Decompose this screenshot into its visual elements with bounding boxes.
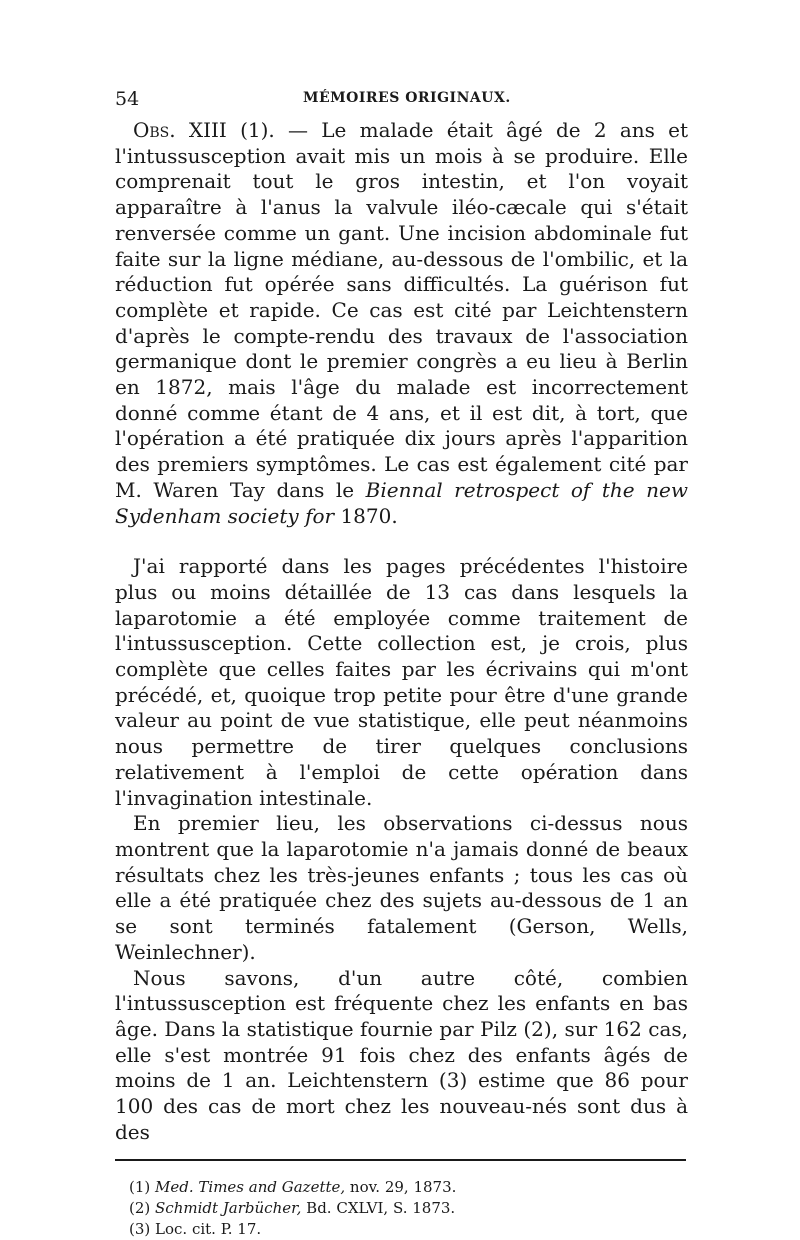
paragraph: J'ai rapporté dans les pages précédentes l'histoire plus ou moins détaillée de 13 cas dans lesquels la laparotomie a été employée comme traitement de l'intussusception. Cette collection est, je crois, plus complète que celles faites par les écrivains qui m'ont précédé, et, quoique trop petite pour être d'une grande valeur au point de vue statistique, elle peut néanmoins nous permettre de tirer quelques conclusions relativement à l'emploi de cette opération dans l'invagination intestinale.: [115, 554, 688, 810]
footnote-detail: nov. 29, 1873.: [345, 1178, 457, 1197]
paragraph: En premier lieu, les observations ci-dessus nous montrent que la laparotomie n'a jamais donné de beaux résultats chez les très-jeunes enfants ; tous les cas où elle a été pratiquée chez des sujets au-dessous de 1 an se sont terminés fatalement (Gerson, Wells, Weinlechner).: [115, 811, 688, 964]
footnote-source-title: Med. Times and Gazette,: [155, 1178, 346, 1197]
observation-paragraph: [115, 118, 688, 529]
observation-label: Obs. XIII: [133, 118, 227, 142]
footnote: [129, 1198, 688, 1219]
running-header: [115, 88, 688, 118]
paragraph-gap: [115, 529, 688, 554]
page-number: 54: [115, 88, 140, 110]
body-text: [115, 118, 688, 1145]
observation-text-end: 1870.: [334, 503, 398, 528]
paragraph: Nous savons, d'un autre côté, combien l'intussusception est fréquente chez les enfants en bas âge. Dans la statistique fournie par Pilz (2), sur 162 cas, elle s'est montrée 91 fois chez des enfants âgés de moins de 1 an. Leichtenstern (3) estime que 86 pour 100 des cas de mort chez les nouveau-nés sont dus à des: [115, 965, 688, 1144]
footnote-source-title: Schmidt Jarbücher,: [155, 1199, 302, 1218]
observation-text: — Le malade était âgé de 2 ans et l'intussusception avait mis un mois à se produire. Elle comprenait tout le gros intestin, et l'on voyait apparaître à l'anus la valvule iléo-cæcale qui s'était renversée comme un gant. Une incision abdominale fut faite sur la ligne médiane, au-dessous de l'ombilic, et la réduction fut opérée sans difficultés. La guérison fut complète et rapide. Ce cas est cité par Leichtenstern d'après le compte-rendu des travaux de l'association germanique dont le premier congrès a eu lieu à Berlin en 1872, mais l'âge du malade est incorrectement donné comme étant de 4 ans, et il est dit, à tort, que l'opération a été pratiquée dix jours après l'apparition des premiers symptômes. Le cas est également cité par M. Waren Tay dans le: [115, 118, 689, 502]
cited-title: Biennal retrospect of the new Sydenham society for: [115, 477, 688, 528]
footnote-number: (3): [129, 1220, 151, 1239]
footnote: [129, 1219, 688, 1240]
footnote-reference: (1).: [240, 118, 275, 142]
footnote-detail: Loc. cit. P. 17.: [150, 1220, 262, 1239]
footnote-divider: [115, 1159, 686, 1161]
running-title: MÉMOIRES ORIGINAUX.: [303, 90, 511, 106]
document-page: [115, 88, 688, 1240]
footnote-detail: Bd. CXLVI, S. 1873.: [301, 1199, 456, 1218]
footnotes: [129, 1177, 688, 1240]
footnote: [129, 1177, 688, 1198]
footnote-number: (2): [129, 1199, 151, 1218]
footnote-number: (1): [129, 1178, 151, 1197]
